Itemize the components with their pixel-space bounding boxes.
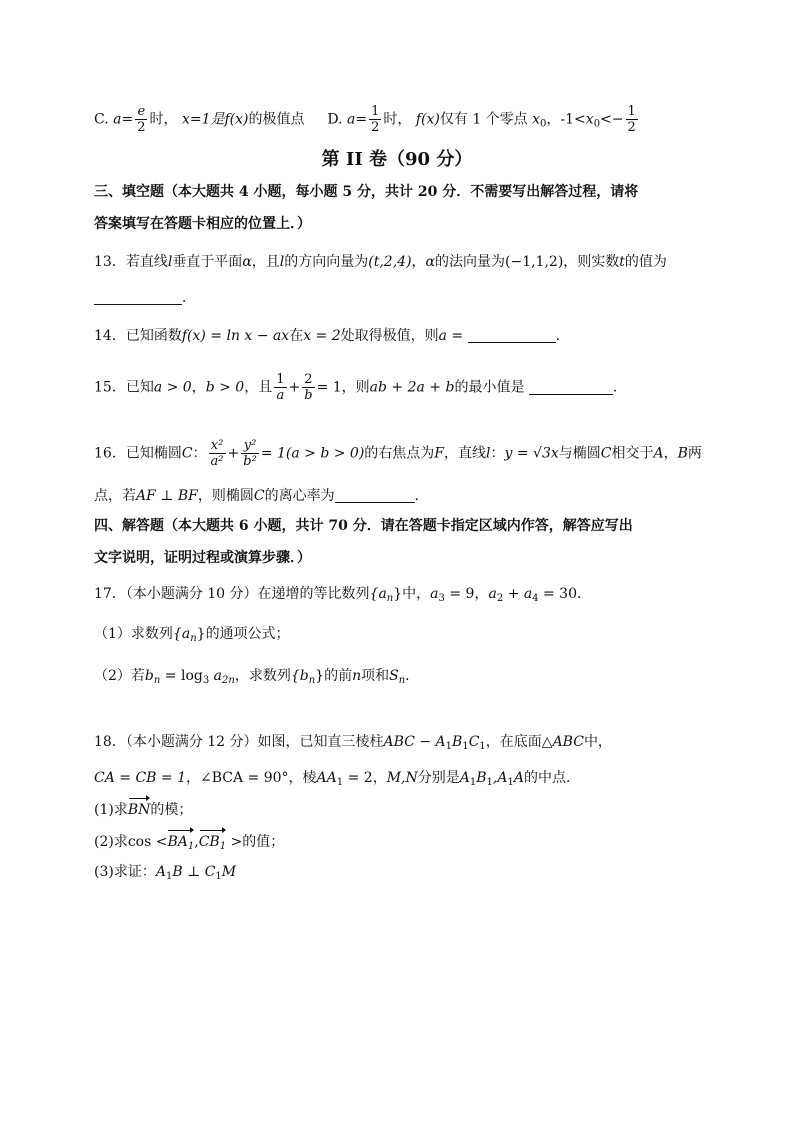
q18-vector-cb1: [199, 832, 226, 857]
q15-text: ，且: [244, 379, 273, 396]
q17-text: 中，: [402, 586, 431, 602]
q16-f: F: [434, 445, 445, 462]
q18-text: 的中点．: [523, 770, 580, 786]
frac-num: 1: [276, 372, 285, 387]
q17-a3-value: = 9: [444, 586, 475, 602]
q15-text: 的最小值是: [454, 379, 525, 396]
q18-vec-label: CB: [198, 834, 220, 850]
q18-sub: 1: [479, 741, 486, 752]
q16-colon: ：: [490, 445, 505, 462]
question-16: [94, 438, 702, 469]
q17-log: = log: [160, 668, 203, 684]
option-d-sub2: 0: [593, 118, 601, 130]
question-14: [94, 326, 570, 346]
q17-a3: a: [430, 586, 439, 602]
section3-heading: [94, 182, 638, 202]
q13-t: t: [619, 254, 625, 270]
q17-part2-text: 项和: [361, 668, 390, 684]
q13-direction-vector: (t,2,4): [368, 254, 412, 270]
q13-text: 的方向向量为: [284, 254, 369, 270]
q17-end: ．: [405, 668, 420, 684]
q18-prism: ABC − A: [383, 734, 446, 750]
q13-text: 13．若直线: [94, 254, 168, 270]
q15-text: 15．已知: [94, 379, 154, 396]
option-d-func: f(x): [415, 111, 440, 128]
q18-vec-label: BA: [167, 834, 188, 850]
q16-text: ，直线: [444, 445, 487, 462]
q16-answer-blank[interactable]: [335, 488, 415, 503]
q17-s: S: [389, 668, 399, 684]
q17-end: ．: [577, 586, 591, 602]
q18-sub: 1: [219, 841, 227, 852]
q16-c: C: [181, 445, 193, 462]
q17-part2-text: 的前: [324, 668, 353, 684]
option-c-x: x=1是: [181, 111, 225, 128]
q16-comma: ，: [663, 445, 678, 462]
q18-sides: CA = CB = 1: [94, 770, 186, 786]
q18-edge: AA: [316, 770, 337, 786]
q15-sep: ，: [191, 379, 206, 396]
q17-sub: 4: [532, 593, 539, 604]
frac-den: a²: [210, 454, 224, 469]
q14-text: 在: [289, 328, 304, 344]
q16-text: 的右焦点为: [364, 445, 435, 462]
q18-sub: 1: [507, 777, 514, 788]
q15-cond-b: b > 0: [205, 379, 245, 396]
option-d-var: a=: [347, 111, 368, 128]
q16-text: 相交于: [611, 445, 654, 462]
q18-sub: 1: [469, 777, 477, 788]
q17-seq: {a: [369, 586, 387, 602]
frac-den: b: [304, 388, 313, 403]
q16-end: ．: [414, 488, 429, 504]
q18-prism: C: [468, 734, 480, 750]
q17-sub: n: [190, 633, 197, 644]
q17-part1-text: （1）求数列: [94, 626, 173, 642]
q14-function: f(x) = ln x − ax: [181, 328, 290, 344]
frac-num: e: [135, 104, 147, 120]
q18-sep: ，: [372, 770, 387, 786]
q17-part1-tail: 的通项公式；: [205, 626, 290, 642]
q15-expression: ab + 2a + b: [369, 379, 455, 396]
q17-text: 17．（本小题满分 10 分）在递增的等比数列: [94, 586, 370, 602]
option-d-label: D.: [327, 111, 343, 128]
q18-triangle: △ABC: [541, 734, 584, 750]
q14-a: a =: [438, 328, 464, 344]
q17-sub: n: [153, 675, 161, 686]
q13-text: ，: [411, 254, 426, 270]
q15-eq: = 1: [316, 379, 342, 396]
q17-a: a: [209, 668, 223, 684]
q17-n: n: [352, 668, 362, 684]
q16-text: 点，若: [94, 488, 136, 504]
q18-text: 分别是: [417, 770, 460, 786]
q18-part2-text: (2)求: [94, 834, 128, 850]
q16-c: C: [253, 488, 265, 504]
q18-sub: 1: [336, 777, 344, 788]
question-18-line2: [94, 768, 580, 793]
q13-text: 的法向量为: [435, 254, 505, 270]
frac-num: 1: [371, 104, 380, 119]
question-16-line2: [94, 486, 429, 506]
q16-l: l: [486, 445, 491, 462]
q17-sub: n: [398, 675, 406, 686]
q16-condition: = 1(a > b > 0): [260, 445, 365, 462]
section3-heading-text2: 答案填写在答题卡相应的位置上．）: [94, 216, 311, 232]
question-18-part3: [94, 862, 236, 887]
q16-text: 16．已知椭圆: [94, 445, 182, 462]
q16-b: B: [677, 445, 688, 462]
q18-angle: ，∠BCA = 90°: [186, 770, 289, 786]
q17-a4: + a: [503, 586, 533, 602]
q13-l: l: [279, 254, 285, 270]
option-c-var: a=: [113, 111, 134, 128]
frac-den: 2: [137, 120, 146, 135]
q16-text: ，则椭圆: [197, 488, 254, 504]
q18-sub: 1: [165, 871, 173, 882]
q17-part2-text: ，求数列: [234, 668, 291, 684]
q18-sub: 1: [215, 871, 222, 882]
q16-line-eq: y = √3x: [504, 445, 559, 462]
q18-sub: 1: [445, 741, 453, 752]
q16-text: 与椭圆: [558, 445, 601, 462]
option-d-x: x: [532, 111, 541, 128]
section4-heading: [94, 516, 633, 536]
q18-part3-text: (3)求证：: [94, 864, 156, 880]
q17-sub: n: [308, 675, 316, 686]
question-18-part2: [94, 832, 284, 857]
q16-colon: ：: [192, 445, 207, 462]
q17-sub: 2n: [222, 675, 235, 686]
part2-title: 第 II 卷（90 分）: [321, 149, 473, 170]
question-18-part1: [94, 800, 192, 820]
q16-plus: +: [227, 445, 240, 462]
option-d-fraction2: [626, 104, 638, 135]
option-d-lt: <−: [600, 111, 624, 128]
section4-heading-text2: 文字说明，证明过程或演算步骤．）: [94, 550, 311, 566]
q14-text: 14．已知函数: [94, 328, 182, 344]
q18-text: 18．（本小题满分 12 分）如图，已知直三棱柱: [94, 734, 384, 750]
q15-plus: +: [288, 379, 301, 396]
q17-sub: n: [386, 593, 394, 604]
question-18: [94, 732, 612, 757]
q16-perp: AF ⊥ BF: [136, 488, 198, 504]
question-17-part2: [94, 666, 419, 691]
q18-vector-ba1: [167, 832, 194, 857]
q13-end: ．: [182, 290, 196, 306]
option-d-text: 时，: [383, 111, 412, 128]
question-13-answer-line: [94, 288, 196, 308]
q18-vector-bn: BN: [127, 802, 151, 818]
q15-fraction-1: [274, 372, 286, 403]
frac-den: 2: [371, 120, 380, 135]
q18-edge-value: = 2: [343, 770, 373, 786]
q15-cond-a: a > 0: [153, 379, 192, 396]
q18-sub: 1: [462, 741, 469, 752]
section4-heading-text: 四、解答题（本大题共 6 小题，共计 70 分．请在答题卡指定区域内作答，解答应写出: [94, 518, 633, 534]
q18-seg: A: [459, 770, 470, 786]
option-d-sub: 0: [540, 118, 547, 130]
frac-den: 2: [627, 120, 636, 135]
q13-text: ，且: [251, 254, 280, 270]
question-17-part1: [94, 624, 290, 649]
q18-cos: cos <: [127, 834, 168, 850]
q16-a: A: [653, 445, 664, 462]
option-c-label: C.: [94, 111, 109, 128]
q17-sub: 2: [496, 593, 504, 604]
q17-sub: 3: [438, 593, 445, 604]
option-d-desc: 仅有 1 个零点: [439, 111, 528, 128]
q17-log-base: 3: [202, 675, 210, 686]
q18-text: ，棱: [288, 770, 317, 786]
q18-m: M: [221, 864, 237, 880]
q13-alpha: α: [242, 254, 252, 270]
q18-text: ，在底面: [485, 734, 542, 750]
frac-num: 2: [302, 372, 314, 388]
q17-seq-end: }: [315, 668, 325, 684]
q18-a1: A: [155, 864, 166, 880]
option-c-d-line: [94, 104, 640, 135]
q18-part2-tail: >的值；: [226, 834, 285, 850]
q18-seg: A: [513, 770, 524, 786]
section3-heading-text: 三、填空题（本大题共 4 小题，每小题 5 分，共计 20 分．不需要写出解答过程，请将: [94, 184, 639, 200]
q13-alpha: α: [425, 254, 435, 270]
question-15: [94, 372, 627, 403]
q18-sub: 1: [187, 841, 195, 852]
q17-part2-text: （2）若: [94, 668, 145, 684]
q16-text: 两: [687, 445, 702, 462]
q17-seq-end: }: [196, 626, 206, 642]
q18-text: 中，: [583, 734, 612, 750]
q18-sub: 1: [486, 777, 493, 788]
option-c-fraction: [135, 104, 147, 135]
q17-a2: a: [488, 586, 497, 602]
q15-end: ．: [612, 379, 627, 396]
frac-den: a: [276, 388, 285, 403]
q18-b-perp-c1: B ⊥ C: [172, 864, 216, 880]
frac-den: b²: [243, 454, 257, 469]
question-13: [94, 252, 667, 272]
q17-seq: {b: [290, 668, 309, 684]
q14-answer-blank[interactable]: [468, 328, 556, 343]
q18-points: M,N: [386, 770, 418, 786]
option-c-func: f(x): [224, 111, 249, 128]
q17-seq-end: }: [393, 586, 403, 602]
option-d-ineq: ，-1<: [546, 111, 586, 128]
q18-seg: ,A: [492, 770, 508, 786]
q18-comma: ,: [194, 834, 199, 850]
option-c-tail: 的极值点: [248, 111, 305, 128]
q17-seq: {a: [172, 626, 191, 642]
question-17: [94, 584, 591, 609]
q13-normal-vector: (−1,1,2): [505, 254, 564, 270]
q17-sep: ，: [474, 586, 489, 602]
q15-text: ，则: [341, 379, 370, 396]
q18-part1-tail: 的模；: [150, 802, 193, 818]
q18-seg: B: [476, 770, 487, 786]
q14-condition: x = 2: [303, 328, 341, 344]
q18-part1-text: (1)求: [94, 802, 128, 818]
q16-fraction-y: [241, 438, 259, 469]
section4-heading-line2: [94, 548, 311, 568]
q13-answer-blank[interactable]: [94, 290, 182, 305]
q14-end: ．: [555, 328, 570, 344]
q13-l: l: [167, 254, 173, 270]
q16-fraction-x: [209, 438, 226, 469]
frac-num: 1: [627, 104, 636, 119]
option-c-text: 时，: [149, 111, 178, 128]
q14-text: 处取得极值，则: [340, 328, 439, 344]
frac-num: y²: [241, 438, 259, 454]
option-d-fraction: [369, 104, 381, 135]
q16-c: C: [600, 445, 612, 462]
frac-num: x²: [209, 438, 226, 454]
q17-sum-value: = 30: [538, 586, 577, 602]
q15-fraction-2: [302, 372, 314, 403]
option-d-x2: x: [585, 111, 594, 128]
q16-text: 的离心率为: [264, 488, 335, 504]
q13-text: 垂直于平面: [172, 254, 243, 270]
q13-text: ，则实数: [563, 254, 620, 270]
q13-text: 的值为: [624, 254, 667, 270]
q15-answer-blank[interactable]: [529, 380, 613, 395]
q18-prism: B: [452, 734, 463, 750]
section3-heading-line2: [94, 214, 311, 234]
q17-b: b: [144, 668, 154, 684]
